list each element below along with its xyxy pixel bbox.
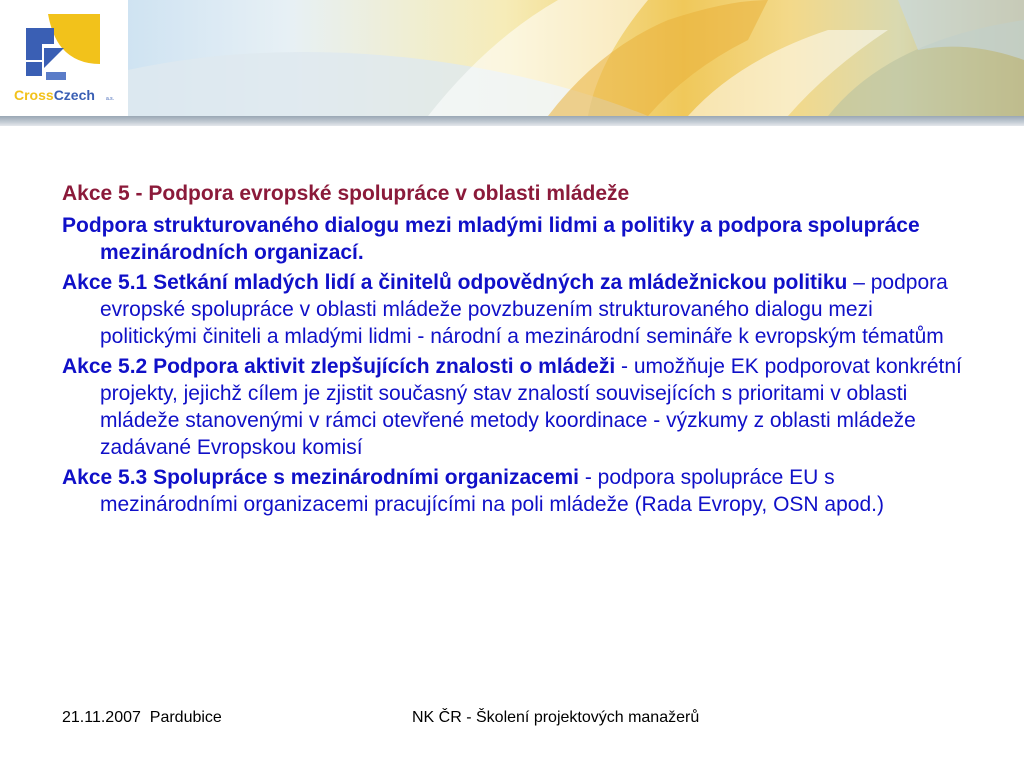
logo-text-czech: Czech — [53, 87, 95, 103]
slide-content — [62, 180, 962, 521]
item-bold-text: Akce 5.1 Setkání mladých lidí a činitelů odpovědných za mládežnickou politiku — [62, 271, 848, 294]
header-divider — [0, 116, 1024, 126]
item-bold-text: Akce 5.2 Podpora aktivit zlepšujících znalosti o mládeži — [62, 355, 616, 378]
footer-title: NK ČR - Školení projektových manažerů — [412, 709, 700, 726]
item-bold-text: Akce 5.3 Spolupráce s mezinárodními organizacemi — [62, 466, 580, 489]
logo-mark-icon — [0, 0, 128, 116]
header-banner — [0, 0, 1024, 116]
svg-text:CrossCzech — [14, 87, 95, 103]
item-text: - podpora spolupráce EU s mezinárodními organizacemi pracujícími na poli mládeže (Rada Evropy, OSN apod.) — [100, 466, 884, 516]
logo-text-suffix: a.s. — [106, 96, 115, 102]
item-bold-text: Podpora strukturovaného dialogu mezi mladými lidmi a politiky a podpora spolupráce mezinárodních organizací. — [62, 214, 920, 264]
banner-decoration — [128, 0, 1024, 116]
logo-text-cross: Cross — [14, 87, 54, 103]
item-text: - umožňuje EK podporovat konkrétní projekty, jejichž cílem je zjistit současný stav znalostí souvisejících s prioritami v oblasti mládeže stanovenými v rámci otevřené metody koordinace - výzkumy z oblasti mládeže zadávané Evropskou komisí — [100, 355, 962, 459]
item-text: – podpora evropské spolupráce v oblasti mládeže povzbuzením strukturovaného dialogu mezi politickými činiteli a mladými lidmi - národní a mezinárodní semináře k evropským tématům — [100, 271, 948, 348]
list-item — [62, 464, 962, 518]
slide-heading: Akce 5 - Podpora evropské spolupráce v oblasti mládeže — [62, 182, 630, 205]
list-item — [62, 353, 962, 461]
list-item — [62, 269, 962, 350]
list-item — [62, 212, 962, 266]
footer-date-place: 21.11.2007 Pardubice — [62, 709, 222, 726]
crossczech-logo — [0, 0, 128, 116]
banner-image — [128, 0, 1024, 116]
